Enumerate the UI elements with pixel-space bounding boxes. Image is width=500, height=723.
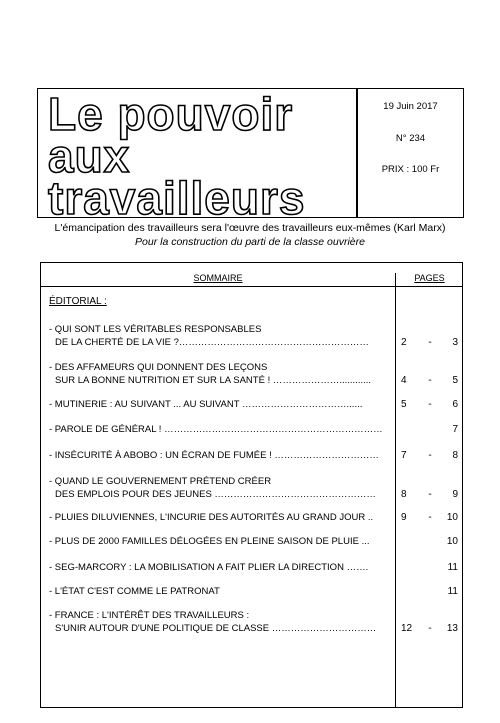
motto: L'émancipation des travailleurs sera l'œuvre des travailleurs eux-mêmes (Karl Marx) — [54, 222, 446, 234]
issue-date: 19 Juin 2017 — [383, 101, 438, 112]
page-from: 8 — [401, 489, 407, 500]
editorial-label: ÉDITORIAL : — [49, 296, 107, 307]
page-to: 5 — [452, 375, 458, 386]
pages-header: PAGES — [414, 273, 445, 283]
column-divider — [395, 273, 396, 707]
masthead-title-line-2: aux — [48, 130, 131, 182]
page-dash: - — [428, 375, 432, 386]
toc-entry — [49, 561, 394, 574]
toc-entry-line: - QUAND LE GOUVERNEMENT PRÉTEND CRÉER — [49, 476, 272, 487]
table-of-contents — [40, 262, 463, 708]
page-to: 10 — [446, 512, 458, 523]
toc-entry-line: - INSÉCURITÉ À ABOBO : UN ÉCRAN DE FUMÉE ! …………………………… — [49, 450, 379, 461]
toc-entry-line: - FRANCE : L'INTÉRÊT DES TRAVAILLEURS : — [49, 610, 250, 621]
page-dash: - — [428, 399, 432, 410]
page-to: 9 — [452, 489, 458, 500]
toc-entry — [49, 423, 394, 436]
page-to: 13 — [446, 623, 458, 634]
page-dash: - — [428, 337, 432, 348]
toc-entry-line: - L'ÉTAT C'EST COMME LE PATRONAT — [49, 586, 220, 597]
page-dash: - — [428, 512, 432, 523]
toc-entry-line: S'UNIR AUTOUR D'UNE POLITIQUE DE CLASSE …………………………… — [55, 623, 377, 634]
toc-entry-line: - PLUS DE 2000 FAMILLES DÉLOGÉES EN PLEINE SAISON DE PLUIE ... — [49, 536, 370, 547]
toc-entry — [49, 535, 394, 548]
masthead-title-box — [37, 88, 357, 224]
toc-entry — [49, 361, 394, 387]
tagline: Pour la construction du parti de la classe ouvrière — [135, 236, 365, 248]
page-dash: - — [428, 450, 432, 461]
page-dash: - — [428, 489, 432, 500]
page-from: 12 — [401, 623, 413, 634]
toc-entry — [49, 585, 394, 598]
toc-entry-line: - PAROLE DE GÉNÉRAL ! …………………………………………………………… — [49, 424, 383, 435]
toc-entry-line: DES EMPLOIS POUR DES JEUNES …………………………………………… — [55, 489, 376, 500]
toc-entry-line: DE LA CHERTÉ DE LA VIE ?…………………………………………………… — [55, 337, 369, 348]
toc-entry-line: - MUTINERIE : AU SUIVANT ... AU SUIVANT ……………………………...... — [49, 399, 363, 410]
masthead-title-line-3: travailleurs — [48, 172, 306, 224]
toc-entry — [49, 475, 394, 501]
toc-entry — [49, 449, 394, 462]
page-to: 3 — [452, 337, 458, 348]
toc-entry-line: - PLUIES DILUVIENNES, L'INCURIE DES AUTORITÉS AU GRAND JOUR .. — [49, 512, 374, 523]
toc-entry — [49, 609, 394, 635]
toc-entry-line: - QUI SONT LES VÉRITABLES RESPONSABLES — [49, 324, 262, 335]
page-to: 11 — [447, 586, 458, 597]
page-to: 10 — [446, 536, 458, 547]
page-to: 11 — [447, 562, 458, 573]
page-from: 7 — [401, 450, 407, 461]
masthead-title-line-1: Le pouvoir — [48, 88, 294, 140]
toc-entry — [49, 398, 394, 411]
toc-entry-line: - SEG-MARCORY : LA MOBILISATION A FAIT PLIER LA DIRECTION ……. — [49, 562, 369, 573]
page-from: 9 — [401, 512, 407, 523]
toc-entry — [49, 323, 394, 349]
page-to: 6 — [452, 399, 458, 410]
toc-entry-line: - DES AFFAMEURS QUI DONNENT DES LEÇONS — [49, 362, 268, 373]
toc-entry — [49, 511, 394, 524]
issue-price: PRIX : 100 Fr — [381, 164, 440, 175]
sommaire-header: SOMMAIRE — [193, 273, 243, 283]
issue-number: N° 234 — [395, 133, 426, 144]
page-to: 8 — [452, 450, 458, 461]
issue-info-box — [357, 88, 464, 218]
page-from: 2 — [401, 337, 407, 348]
page-from: 4 — [401, 375, 407, 386]
header-divider — [41, 286, 462, 287]
page-dash: - — [428, 623, 432, 634]
page-from: 5 — [401, 399, 407, 410]
toc-entry-line: SUR LA BONNE NUTRITION ET SUR LA SANTÉ ! …………………............ — [55, 375, 372, 386]
page-to: 7 — [452, 424, 458, 435]
